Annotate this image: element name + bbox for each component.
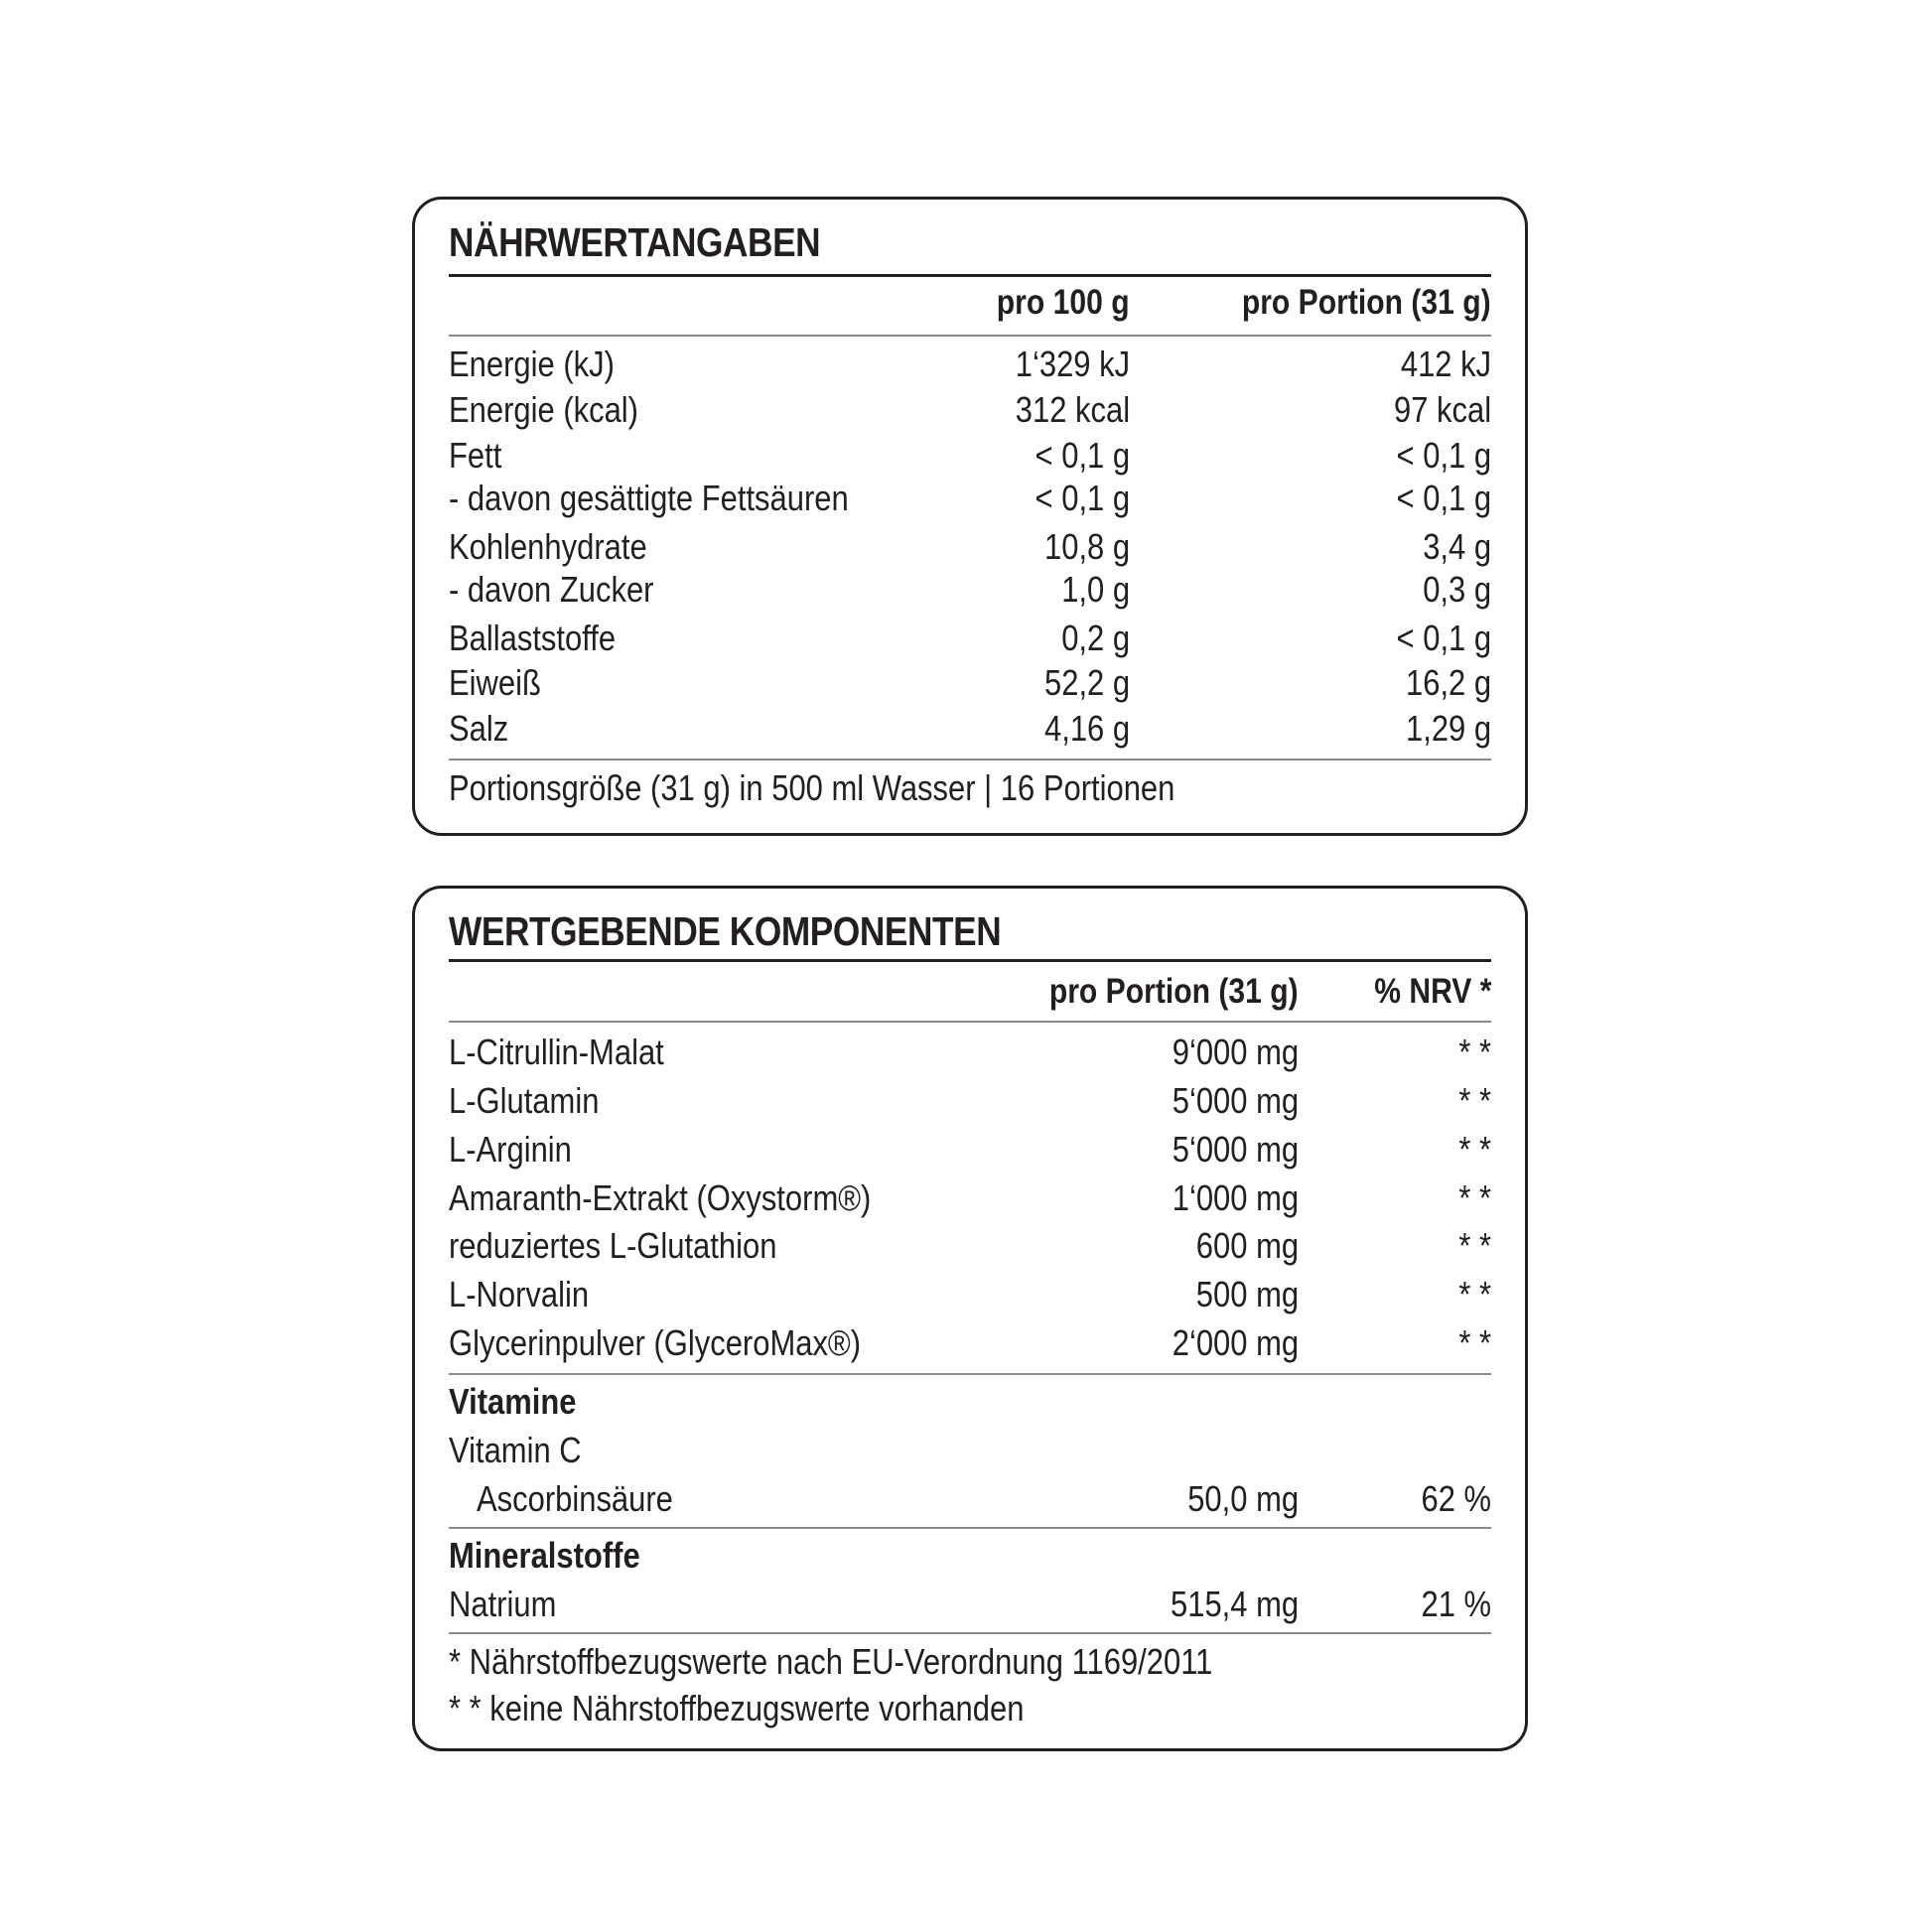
header-per100: pro 100 g xyxy=(997,283,1130,322)
section-rule xyxy=(449,1527,1491,1529)
table-row xyxy=(449,389,1491,431)
row-label: - davon Zucker xyxy=(449,569,654,610)
row-label: L-Glutamin xyxy=(449,1080,600,1121)
komponenten-panel xyxy=(412,886,1528,1751)
row-per100: 4,16 g xyxy=(1043,708,1130,749)
title-rule xyxy=(449,274,1491,277)
row-amount: 2‘000 mg xyxy=(1172,1322,1299,1363)
mineralstoffe-heading xyxy=(449,1535,1491,1577)
footnote: * Nährstoffbezugswerte nach EU-Verordnung 1169/2011 xyxy=(449,1641,1213,1682)
row-label: Natrium xyxy=(449,1584,557,1624)
header-rule xyxy=(449,1021,1491,1023)
row-amount: 5‘000 mg xyxy=(1172,1080,1299,1121)
row-perportion: 412 kJ xyxy=(1400,344,1491,384)
row-label: Ballaststoffe xyxy=(449,618,617,658)
row-label: Eiweiß xyxy=(449,662,541,703)
title-rule xyxy=(449,959,1491,962)
row-label: Kohlenhydrate xyxy=(449,526,647,567)
row-amount: 50,0 mg xyxy=(1187,1478,1299,1519)
table-row xyxy=(449,1080,1491,1122)
row-amount: 515,4 mg xyxy=(1170,1584,1299,1624)
row-label: Amaranth-Extrakt (Oxystorm®) xyxy=(449,1177,872,1218)
table-row xyxy=(449,569,1491,611)
table-row xyxy=(449,1584,1491,1625)
group-label: Vitamin C xyxy=(449,1430,582,1470)
naehrwert-header xyxy=(449,282,1491,324)
row-label: - davon gesättigte Fettsäuren xyxy=(449,478,849,518)
komponenten-header xyxy=(449,971,1491,1013)
row-label: L-Citrullin-Malat xyxy=(449,1032,664,1072)
table-row xyxy=(449,1478,1491,1520)
row-label: Fett xyxy=(449,435,502,476)
header-perportion: pro Portion (31 g) xyxy=(1049,972,1299,1011)
table-row xyxy=(449,1129,1491,1171)
section-heading: Vitamine xyxy=(449,1381,577,1422)
row-amount: 1‘000 mg xyxy=(1172,1177,1299,1218)
row-perportion: < 0,1 g xyxy=(1396,435,1491,476)
row-per100: 0,2 g xyxy=(1061,618,1130,658)
row-per100: < 0,1 g xyxy=(1035,478,1130,518)
row-perportion: 3,4 g xyxy=(1423,526,1491,567)
row-nrv: 62 % xyxy=(1421,1478,1491,1519)
table-row xyxy=(449,478,1491,519)
row-nrv: * * xyxy=(1458,1274,1491,1314)
table-row xyxy=(449,1274,1491,1315)
section-heading: Mineralstoffe xyxy=(449,1535,640,1576)
row-amount: 500 mg xyxy=(1195,1274,1299,1314)
row-nrv: 21 % xyxy=(1421,1584,1491,1624)
row-perportion: 0,3 g xyxy=(1423,569,1491,610)
row-label: Ascorbinsäure xyxy=(477,1478,673,1519)
row-nrv: * * xyxy=(1458,1177,1491,1218)
row-label: reduziertes L-Glutathion xyxy=(449,1225,777,1266)
vitamine-heading xyxy=(449,1381,1491,1423)
portion-note: Portionsgröße (31 g) in 500 ml Wasser | 16 Portionen xyxy=(449,767,1175,808)
row-per100: 1‘329 kJ xyxy=(1015,344,1130,384)
row-per100: 52,2 g xyxy=(1043,662,1130,703)
row-label: Salz xyxy=(449,708,509,749)
header-nrv: % NRV * xyxy=(1373,972,1491,1011)
header-perportion: pro Portion (31 g) xyxy=(1242,283,1491,322)
table-row xyxy=(449,1322,1491,1364)
row-nrv: * * xyxy=(1458,1129,1491,1170)
vitamine-group xyxy=(449,1430,1491,1471)
table-row xyxy=(449,1177,1491,1219)
header-rule xyxy=(449,335,1491,337)
table-row xyxy=(449,344,1491,385)
row-perportion: < 0,1 g xyxy=(1396,618,1491,658)
row-perportion: < 0,1 g xyxy=(1396,478,1491,518)
row-nrv: * * xyxy=(1458,1080,1491,1121)
row-amount: 5‘000 mg xyxy=(1172,1129,1299,1170)
row-per100: 1,0 g xyxy=(1061,569,1130,610)
komponenten-title: WERTGEBENDE KOMPONENTEN xyxy=(449,908,1002,954)
row-amount: 9‘000 mg xyxy=(1172,1032,1299,1072)
row-label: Energie (kJ) xyxy=(449,344,615,384)
footer-rule xyxy=(449,1632,1491,1634)
table-row xyxy=(449,708,1491,750)
row-perportion: 97 kcal xyxy=(1393,389,1491,430)
row-label: L-Arginin xyxy=(449,1129,572,1170)
row-per100: 312 kcal xyxy=(1015,389,1130,430)
row-perportion: 16,2 g xyxy=(1405,662,1491,703)
footnote: * * keine Nährstoffbezugswerte vorhanden xyxy=(449,1688,1025,1728)
table-row xyxy=(449,1225,1491,1267)
row-label: Energie (kcal) xyxy=(449,389,639,430)
table-row xyxy=(449,1032,1491,1073)
row-label: Glycerinpulver (GlyceroMax®) xyxy=(449,1322,862,1363)
row-nrv: * * xyxy=(1458,1225,1491,1266)
row-perportion: 1,29 g xyxy=(1405,708,1491,749)
row-nrv: * * xyxy=(1458,1032,1491,1072)
naehrwert-title: NÄHRWERTANGABEN xyxy=(449,219,821,265)
naehrwert-panel xyxy=(412,197,1528,836)
row-per100: < 0,1 g xyxy=(1035,435,1130,476)
row-amount: 600 mg xyxy=(1195,1225,1299,1266)
footer-rule xyxy=(449,759,1491,760)
table-row xyxy=(449,526,1491,568)
row-nrv: * * xyxy=(1458,1322,1491,1363)
row-per100: 10,8 g xyxy=(1043,526,1130,567)
table-row xyxy=(449,435,1491,477)
table-row xyxy=(449,662,1491,704)
section-rule xyxy=(449,1373,1491,1375)
row-label: L-Norvalin xyxy=(449,1274,590,1314)
table-row xyxy=(449,618,1491,659)
